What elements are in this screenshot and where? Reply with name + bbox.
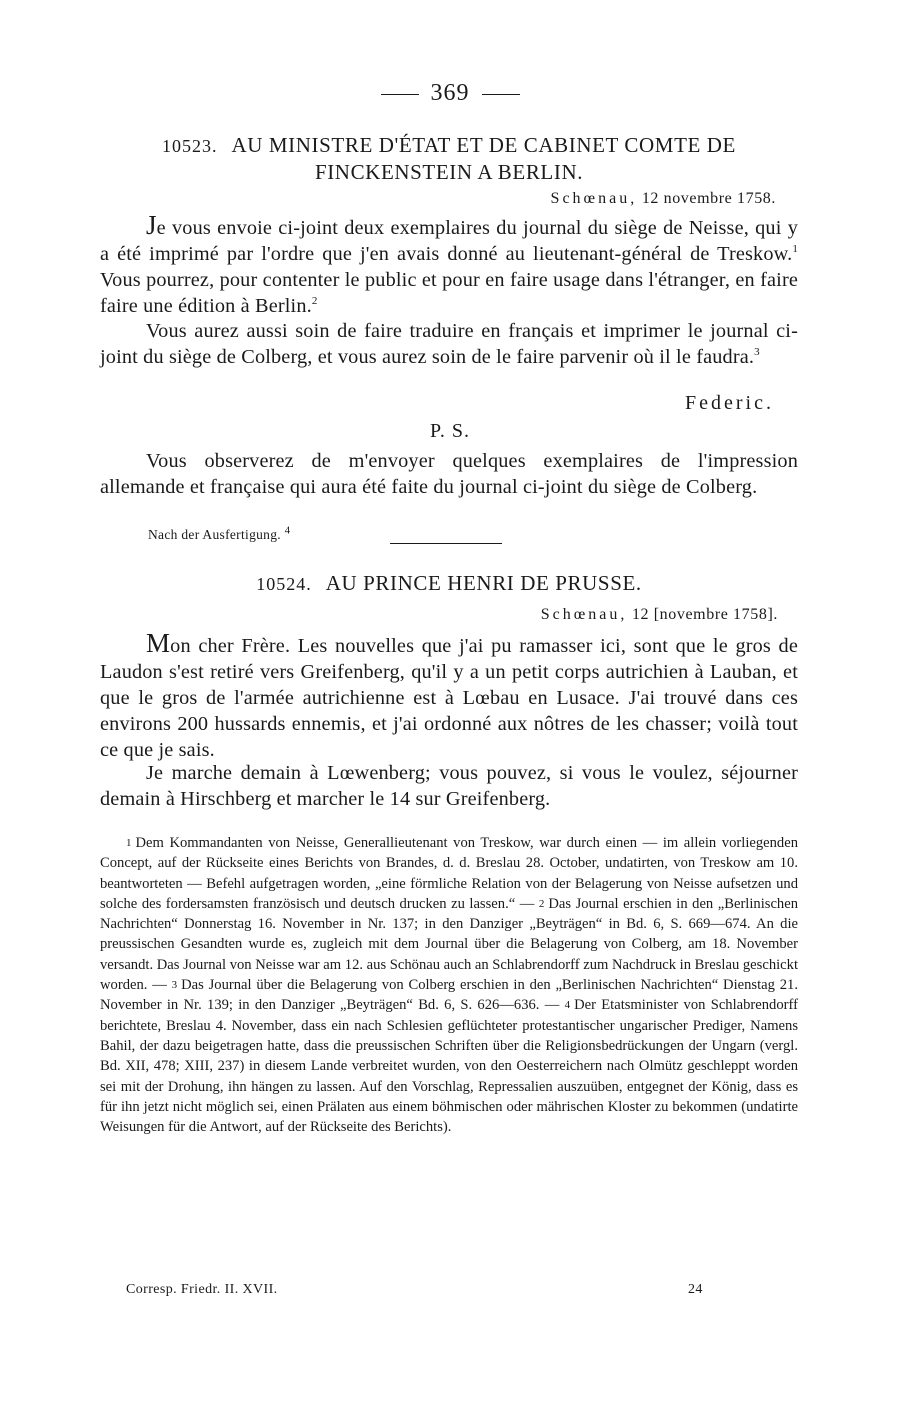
drop-cap: J [146,210,157,240]
place-name: Schœnau, [540,606,628,623]
letter-heading [104,570,794,597]
footnote-mark: 2 [538,897,545,910]
footnote-ref: 3 [754,346,760,359]
paragraph-text: e vous envoie ci-joint deux exemplaires du journal du siège de Neisse, qui y a été imprimé par l'ordre que j'en avais donné au lieutenant-général de Treskow. [100,217,798,265]
section-divider [390,543,502,544]
footnote-text: Das Journal über die Belagerung von Colberg erschien in den „Berlinischen Nachrichten“ Dienstag 21. November in Nr. 139; in den Danziger „Beyträgen“ Bd. 6, S. 626—636. — [100,977,798,1014]
letter-paragraph [100,760,798,812]
drop-cap: M [146,628,171,658]
footer-signature-mark: 24 [688,1282,703,1297]
dash-left [381,94,419,95]
paragraph-text: on cher Frère. Les nouvelles que j'ai pu ramasser ici, sont que le gros de Laudon s'est retiré vers Greifenberg, qu'il y a un petit corps autrichien à Lauban, et que le gros de l'armée autrichienne est à Lœbau en Lusace. J'ai trouvé dans ces environs 200 hussards ennemis, et j'ai ordonné aux nôtres de les chasser; voilà tout ce que je sais. [100,635,798,761]
letter-date: 12 [novembre 1758]. [631,606,778,623]
page-number [0,80,900,107]
paragraph-text: Je marche demain à Lœwenberg; vous pouvez, si vous le voulez, séjourner demain à Hirschberg et marcher le 14 sur Greifenberg. [100,762,798,810]
letter-heading [104,132,794,185]
letter-title: AU PRINCE HENRI DE PRUSSE. [325,571,642,595]
footnote-mark: 3 [171,979,178,992]
letter-paragraph [100,630,798,763]
letter-paragraph [100,212,798,319]
paragraph-text: Vous observerez de m'envoyer quelques exemplaires de l'impression allemande et française qui aura été faite du journal ci-joint du siège de Colberg. [100,450,798,498]
paragraph-text: Vous pourrez, pour contenter le public et pour en faire usage dans l'étranger, en faire faire une édition à Berlin. [100,269,798,317]
page-number-text: 369 [430,80,470,106]
source-note [148,524,291,543]
place-name: Schœnau, [550,190,638,207]
letter-number: 10524. [256,574,312,594]
footnote-mark: 1 [126,837,132,849]
postscript-paragraph [100,448,798,500]
footnote-mark: 4 [564,999,571,1012]
letter-paragraph [100,318,798,370]
letter-title: AU MINISTRE D'ÉTAT ET DE CABINET COMTE DE FINCKENSTEIN A BERLIN. [231,133,736,184]
footnote-block [100,833,798,1137]
dash-right [482,94,520,95]
postscript-label: P. S. [429,420,471,442]
source-text: Nach der Ausfertigung. [148,527,281,542]
letter-date: 12 novembre 1758. [641,190,776,207]
letter-number: 10523. [162,136,218,156]
letter-dateline [541,606,778,624]
footnote-text: Dem Kommandanten von Neisse, Generallieutenant von Treskow, war durch einen — im allein vorliegenden Concept, auf der Rückseite eines Berichts von Brandes, d. d. Breslau 28. October, undatirten, von Treskow am 10. beantworteten — Befehl aufgetragen worden, „eine förmliche Relation von der Belagerung von Neisse aufsetzen und solche des fordersamsten französisch und deutsch drucken zu lassen.“ — [100,835,798,912]
letter-dateline [551,190,776,208]
paragraph-text: Vous aurez aussi soin de faire traduire en français et imprimer le journal ci-joint du siège de Colberg, et vous aurez soin de le faire parvenir où il le faudra. [100,320,798,368]
footnote-text: Der Etatsminister von Schlabrendorff berichtete, Breslau 4. November, dass ein nach Schlesien geflüchteter protestantischer ungarischer Prediger, Namens Bahil, der dazu beigetragen hatte, dass die preussischen Schriften über die Religionsbedrückungen der Ungarn (vergl. Bd. XII, 478; XIII, 237) in diesem Lande verbreitet wurden, von den Oesterreichern nach Olmütz geschleppt worden sei mit der Drohung, ihn hängen zu lassen. Auf den Vorschlag, Repressalien auszuüben, entgegnet der König, dass es für ihn jetzt nicht möglich sei, einen Prälaten aus einem böhmischen oder mährischen Kloster zu bekommen (undatirte Weisungen für die Antwort, auf der Rückseite des Berichts). [100,997,798,1136]
footnote-ref: 1 [792,243,798,256]
footnote-ref: 2 [311,295,318,308]
footnote-ref: 4 [284,524,291,537]
footnote-text: Das Journal erschien in den „Berlinischen Nachrichten“ Donnerstag 16. November in Nr. 137; in den Danziger „Beyträgen“ in Bd. 6, S. 669—674. An die preussischen Gesandten wurde es, zugleich mit dem Journal über die Belagerung von Colberg, am 18. November versandt. Das Journal von Neisse war am 12. aus Schönau auch an Schlabrendorff zum Nachdruck in Breslau geschickt worden. — [100,895,798,994]
signature: Federic. [685,392,774,414]
footer-series: Corresp. Friedr. II. XVII. [126,1282,278,1297]
footnotes [100,833,798,1137]
